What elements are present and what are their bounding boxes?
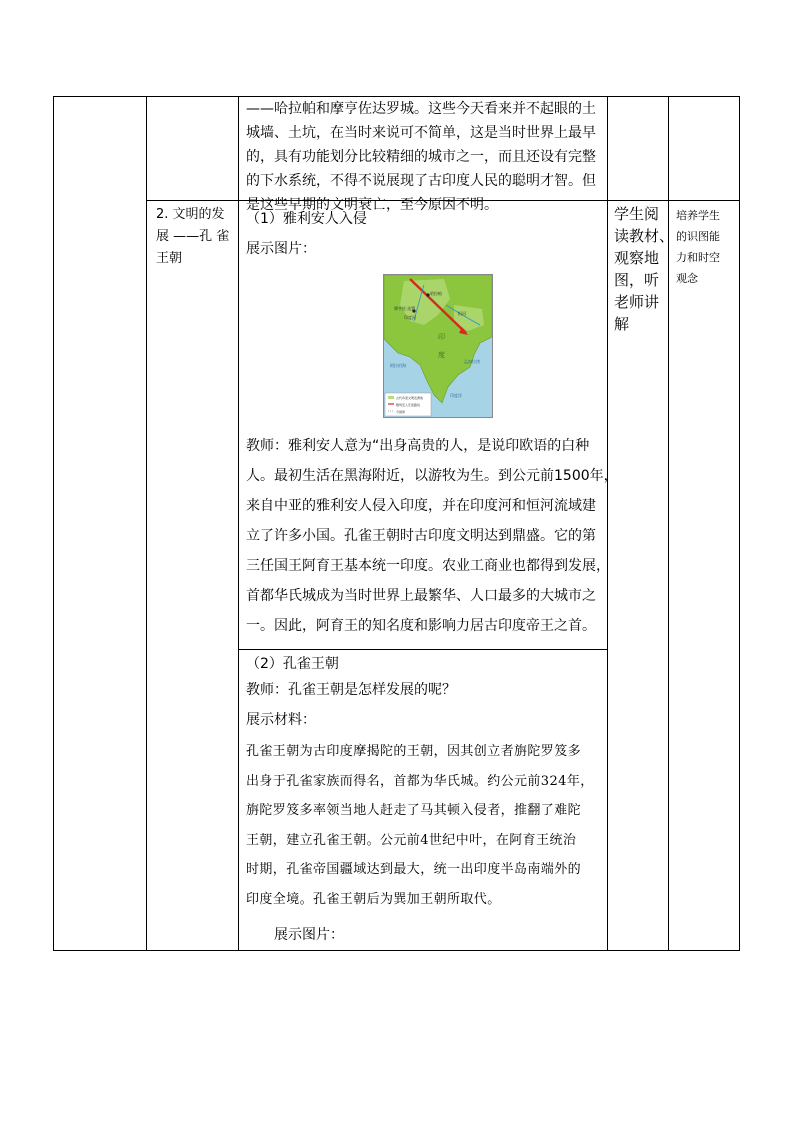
- teacher-question: 教师：孔雀王朝是怎样发展的呢？: [246, 682, 456, 698]
- section-heading: （1）雅利安人入侵: [246, 211, 367, 227]
- activity-line: 图，听: [614, 271, 660, 289]
- text-line: 首都华氏城成为当时世界上最繁华、人口最多的大城市之: [246, 588, 596, 604]
- column-divider: [668, 97, 669, 950]
- material-line: 王朝，建立孔雀王朝。公元前4世纪中叶，在阿育王统治: [246, 832, 577, 848]
- topic-line: 王朝: [156, 251, 183, 266]
- map-label: 哈拉帕: [430, 291, 442, 296]
- text-line: ——哈拉帕和摩亨佐达罗城。这些今天看来并不起眼的土: [246, 101, 596, 117]
- map-label: 印度河: [404, 315, 416, 320]
- activity-line: 老师讲: [614, 293, 660, 311]
- text-line: 来自中亚的雅利安人侵入印度，并在印度河和恒河流域建: [246, 498, 596, 514]
- show-image-label: 展示图片：: [246, 241, 316, 257]
- text-line: 立了许多小国。孔雀王朝时古印度文明达到鼎盛。它的第: [246, 528, 596, 544]
- topic-line: 2. 文明的发: [156, 207, 225, 222]
- material-line: 出身于孔雀家族而得名，首都为华氏城。约公元前324年，: [246, 773, 594, 789]
- text-line: 城墙、土坑，在当时来说可不简单，这是当时世界上最早: [246, 125, 596, 141]
- activity-line: 解: [614, 315, 630, 333]
- india-map-figure: [383, 274, 493, 418]
- intent-line: 的识图能: [676, 230, 720, 243]
- material-line: 旃陀罗笈多率领当地人赶走了马其顿入侵者，推翻了难陀: [246, 803, 582, 818]
- column-divider: [146, 97, 147, 950]
- lesson-plan-table: [53, 96, 740, 951]
- show-image-label: 展示图片：: [274, 927, 344, 943]
- text-line: 一。因此，阿育王的知名度和影响力居古印度帝王之首。: [246, 618, 596, 634]
- activity-line: 学生阅: [614, 205, 660, 223]
- activity-line: 读教材、: [614, 227, 675, 245]
- intent-line: 培养学生: [676, 209, 720, 222]
- intent-line: 观念: [676, 272, 698, 285]
- map-label: 印: [438, 333, 445, 341]
- column-divider: [607, 97, 608, 950]
- india-map-svg: [384, 275, 492, 417]
- column-divider: [238, 97, 239, 950]
- material-line: 时期，孔雀帝国疆域达到最大，统一出印度半岛南端外的: [246, 862, 582, 877]
- text-line: 人。最初生活在黑海附近，以游牧为生。到公元前1500年，: [246, 468, 618, 484]
- show-material-label: 展示材料：: [246, 712, 316, 728]
- material-line: 印度全境。孔雀王朝后为巽加王朝所取代。: [246, 891, 501, 907]
- text-line: 的，具有功能划分比较精细的城市之一，而且还设有完整: [246, 149, 596, 165]
- material-line: 孔雀王朝为古印度摩揭陀的王朝，因其创立者旃陀罗笈多: [246, 744, 582, 759]
- legend-swatch: [388, 396, 394, 399]
- section-heading: （2）孔雀王朝: [246, 656, 339, 672]
- text-line: 三任国王阿育王基本统一印度。农业工商业也都得到发展，: [246, 558, 610, 574]
- text-line: 教师：雅利安人意为“出身高贵的人，是说印欧语的白种: [246, 438, 590, 454]
- legend-label: 今国界: [396, 410, 406, 414]
- map-label: 印度洋: [450, 393, 462, 398]
- activity-line: 观察地: [614, 249, 660, 267]
- map-label: 摩亨佐·达罗: [394, 306, 416, 311]
- map-label: 度: [438, 351, 445, 359]
- map-label: 恒河: [458, 311, 466, 316]
- intent-line: 力和时空: [676, 251, 720, 264]
- map-label: 孟加拉湾: [464, 359, 480, 364]
- text-line: 的下水系统，不得不说展现了古印度人民的聪明才智。但: [246, 173, 596, 189]
- map-label: 阿拉伯海: [390, 363, 406, 368]
- topic-line: 展 ——孔 雀: [156, 229, 230, 244]
- text-line: 是这些早期的文明衰亡，至今原因不明。: [246, 197, 498, 213]
- row-divider: [238, 649, 607, 650]
- legend-label: 古代印度文明发源地: [396, 396, 424, 400]
- legend-label: 雅利安人迁徙路线: [396, 403, 421, 407]
